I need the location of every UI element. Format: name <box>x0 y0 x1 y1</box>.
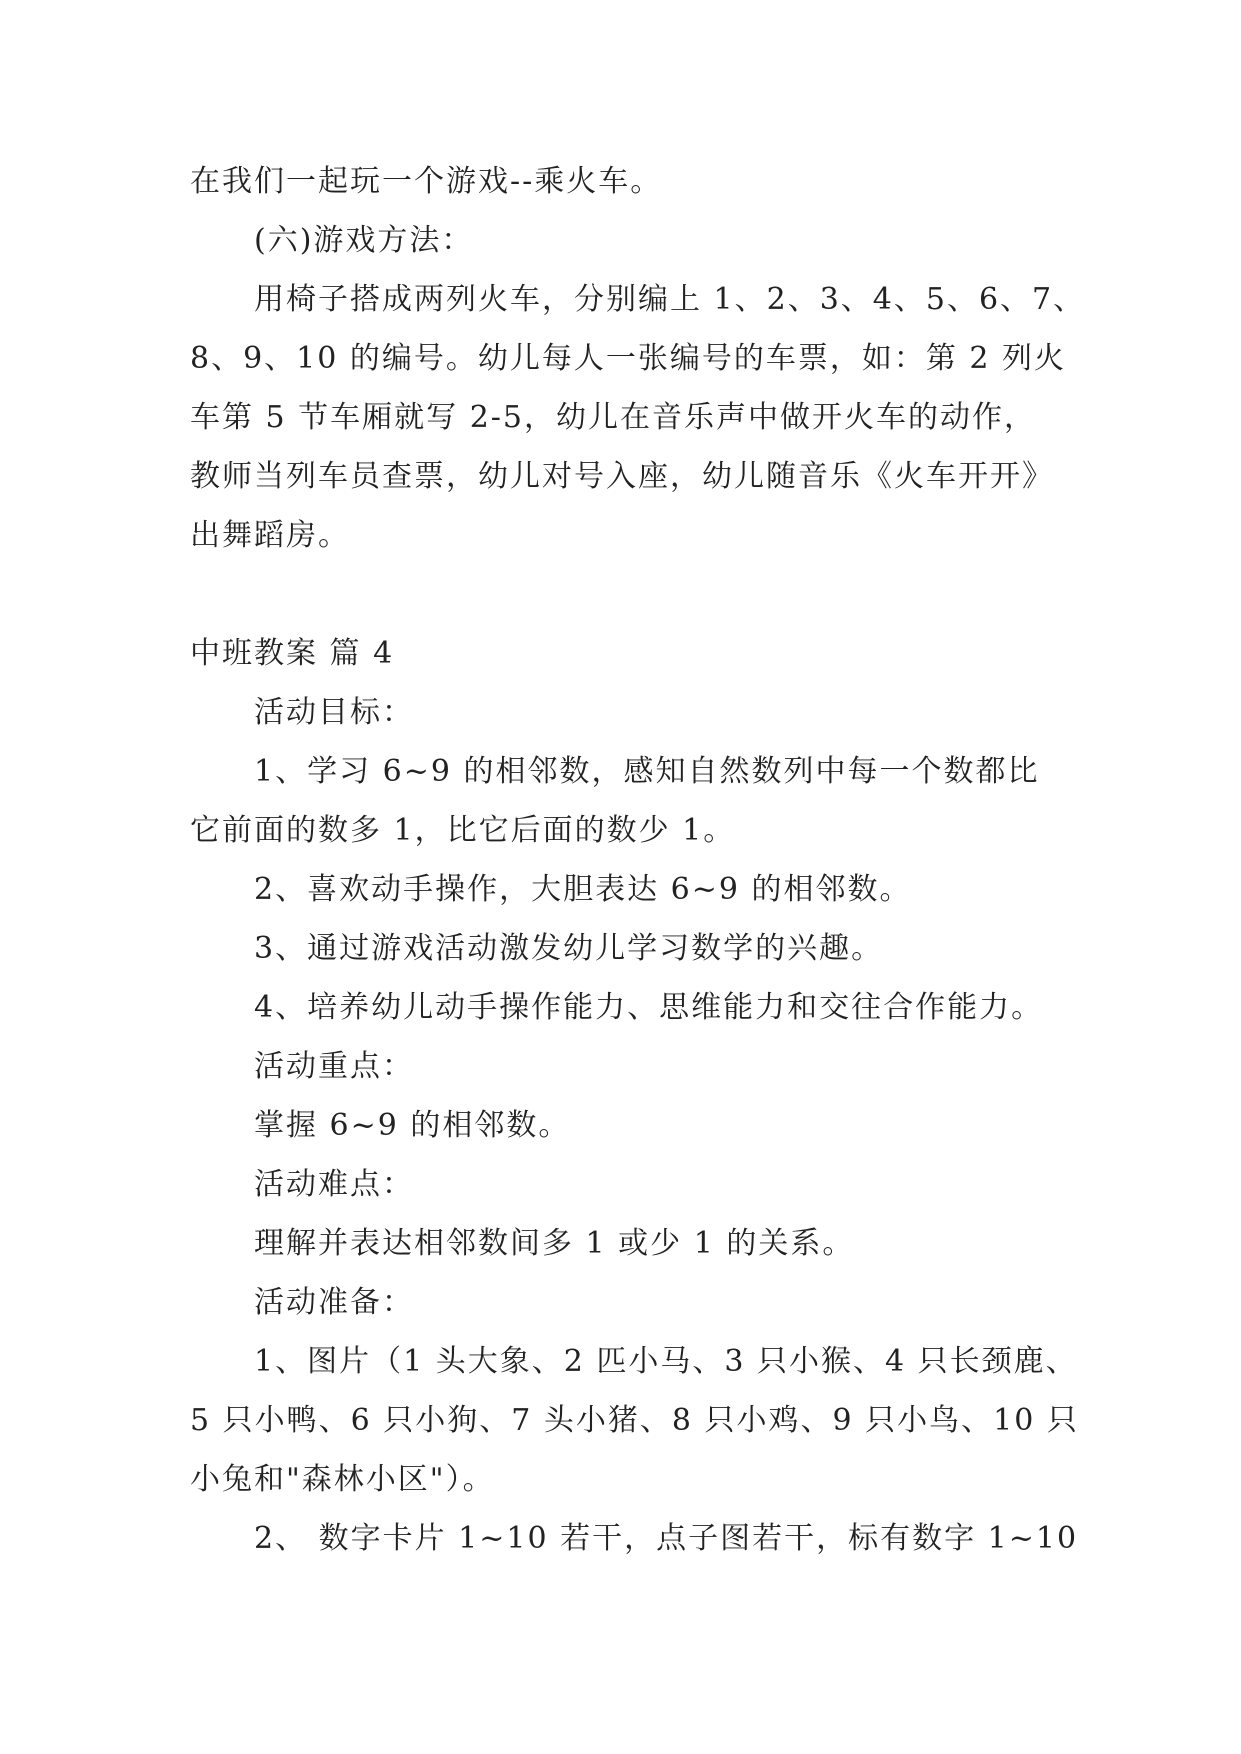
paragraph-line: 2、 数字卡片 1~10 若干，点子图若干，标有数字 1~10 <box>254 1521 1079 1556</box>
paragraph-line: 车第 5 节车厢就写 2-5，幼儿在音乐声中做开火车的动作， <box>190 400 1037 435</box>
paragraph-line: 用椅子搭成两列火车，分别编上 1、2、3、4、5、6、7、 <box>254 282 1086 317</box>
focus-heading: 活动重点： <box>254 1049 414 1084</box>
paragraph-line: 掌握 6~9 的相邻数。 <box>254 1108 571 1143</box>
section-title: 中班教案 篇 4 <box>190 636 395 671</box>
paragraph-line: 出舞蹈房。 <box>190 518 350 553</box>
paragraph-line: 3、通过游戏活动激发幼儿学习数学的兴趣。 <box>254 931 884 966</box>
paragraph-line: 教师当列车员查票，幼儿对号入座，幼儿随音乐《火车开开》 <box>190 459 1054 494</box>
paragraph-line: 小兔和"森林小区"）。 <box>190 1462 495 1497</box>
paragraph-line: 理解并表达相邻数间多 1 或少 1 的关系。 <box>254 1226 855 1261</box>
paragraph-line: 1、图片（1 头大象、2 匹小马、3 只小猴、4 只长颈鹿、 <box>254 1344 1078 1379</box>
paragraph-line: 2、喜欢动手操作，大胆表达 6~9 的相邻数。 <box>254 872 912 907</box>
difficulty-heading: 活动难点： <box>254 1167 414 1202</box>
method-heading: (六)游戏方法： <box>254 223 474 258</box>
paragraph-line: 8、9、10 的编号。幼儿每人一张编号的车票，如：第 2 列火 <box>190 341 1067 376</box>
paragraph-line: 它前面的数多 1，比它后面的数少 1。 <box>190 813 736 848</box>
section-spacer <box>190 565 1070 624</box>
paragraph-line: 1、学习 6~9 的相邻数，感知自然数列中每一个数都比 <box>254 754 1040 789</box>
paragraph-line: 4、培养幼儿动手操作能力、思维能力和交往合作能力。 <box>254 990 1044 1025</box>
paragraph-line: 5 只小鸭、6 只小狗、7 头小猪、8 只小鸡、9 只小鸟、10 只 <box>190 1403 1079 1438</box>
paragraph-line: 在我们一起玩一个游戏--乘火车。 <box>190 164 663 199</box>
goals-heading: 活动目标： <box>254 695 414 730</box>
document-body <box>190 152 1086 1568</box>
prep-heading: 活动准备： <box>254 1285 414 1320</box>
